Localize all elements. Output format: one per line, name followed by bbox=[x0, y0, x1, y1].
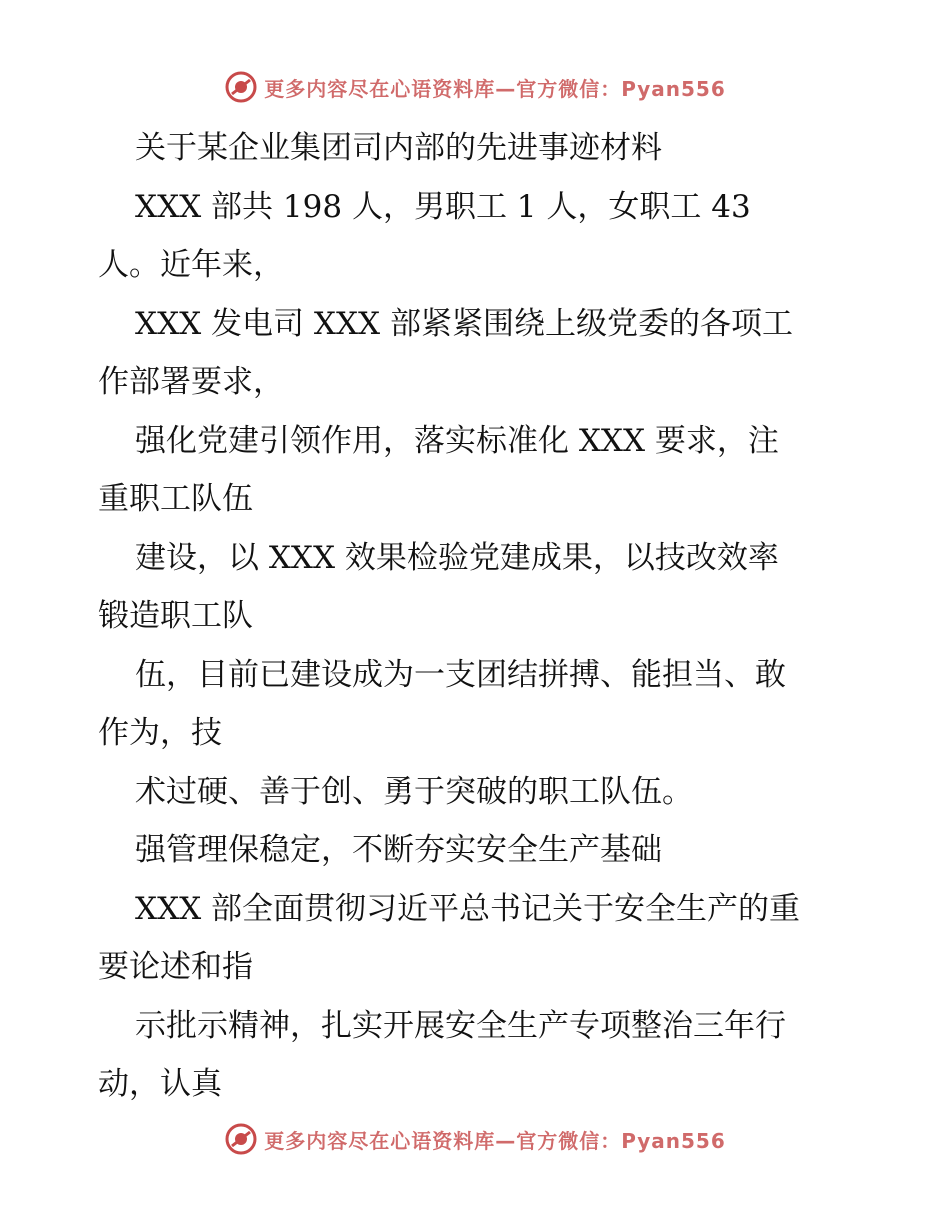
watermark-text-bottom: 更多内容尽在心语资料库—官方微信：Pyan556 bbox=[264, 1128, 726, 1153]
paragraph-line: 作部署要求， bbox=[98, 364, 284, 400]
paragraph-line: 伍，目前已建设成为一支团结拼搏、能担当、敢 bbox=[135, 657, 786, 693]
paragraph-line: XXX 部共 198 人，男职工 1 人，女职工 43 bbox=[135, 189, 751, 225]
paragraph-line: 动，认真 bbox=[98, 1066, 222, 1102]
paragraph-line: 建设，以 XXX 效果检验党建成果，以技改效率 bbox=[135, 540, 779, 576]
paragraph-line: XXX 部全面贯彻习近平总书记关于安全生产的重 bbox=[135, 891, 801, 927]
document-title: 关于某企业集团司内部的先进事迹材料 bbox=[135, 130, 662, 166]
paragraph-line: 重职工队伍 bbox=[98, 481, 253, 517]
watermark-banner-bottom bbox=[0, 1122, 950, 1156]
paragraph-line: 人。近年来， bbox=[98, 247, 284, 283]
paragraph-line: 要论述和指 bbox=[98, 949, 253, 985]
paragraph-line: 作为，技 bbox=[98, 715, 222, 751]
paragraph-line: 锻造职工队 bbox=[98, 598, 253, 634]
logo-icon bbox=[224, 70, 258, 104]
paragraph-line: 强化党建引领作用，落实标准化 XXX 要求，注 bbox=[135, 423, 779, 459]
paragraph-line: XXX 发电司 XXX 部紧紧围绕上级党委的各项工 bbox=[135, 306, 793, 342]
section-heading: 强管理保稳定，不断夯实安全生产基础 bbox=[135, 832, 662, 868]
watermark-text-top: 更多内容尽在心语资料库—官方微信：Pyan556 bbox=[264, 76, 726, 101]
logo-icon bbox=[224, 1122, 258, 1156]
paragraph-line: 示批示精神，扎实开展安全生产专项整治三年行 bbox=[135, 1008, 786, 1044]
watermark-banner-top bbox=[0, 70, 950, 104]
paragraph-line: 术过硬、善于创、勇于突破的职工队伍。 bbox=[135, 774, 693, 810]
